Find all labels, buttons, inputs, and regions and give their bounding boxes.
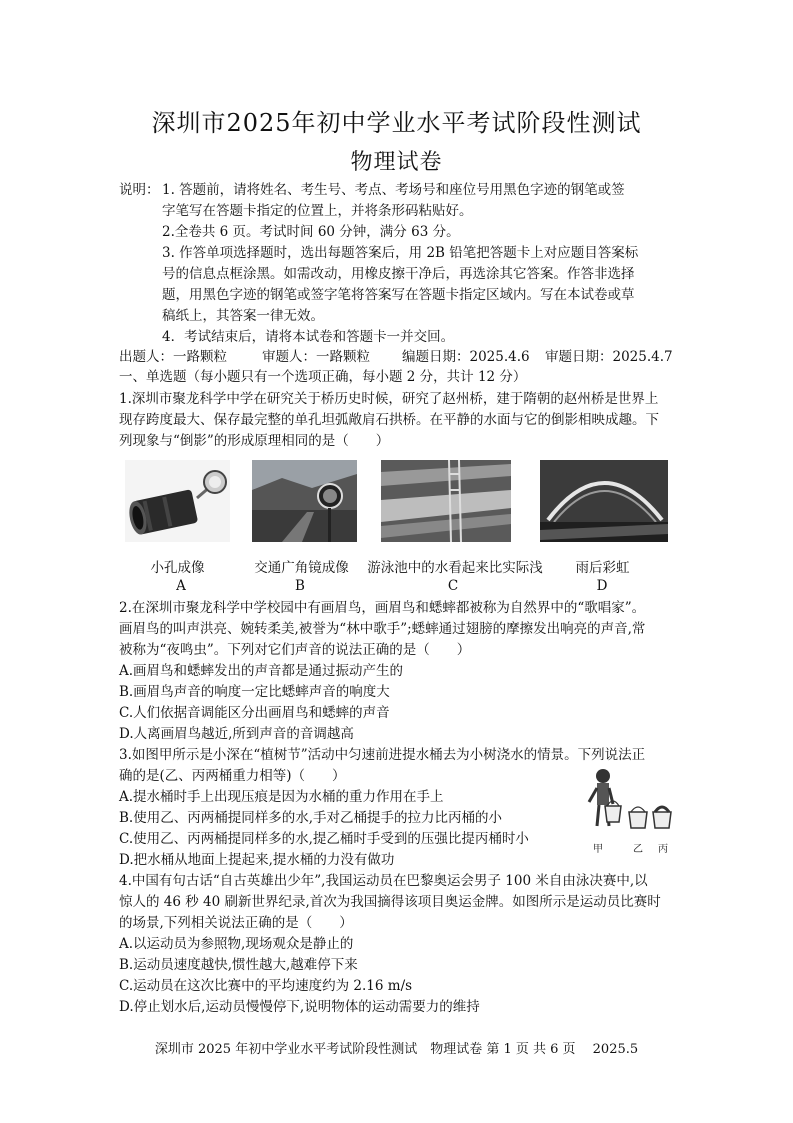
q1-image-rainbow [540,460,668,542]
page-footer: 深圳市 2025 年初中学业水平考试阶段性测试 物理试卷 第 1 页 共 6 页 2025.5 [154,1042,639,1057]
note-line: 号的信息点框涂黑。如需改动，用橡皮擦干净后，再选涂其它答案。作答非选择 [162,266,635,282]
q3-option: B.使用乙、丙两桶提同样多的水,手对乙桶提手的拉力比丙桶的小 [119,810,503,826]
author: 出题人：一路颗粒 [119,349,227,365]
q3-option: A.提水桶时手上出现压痕是因为水桶的重力作用在手上 [119,789,444,805]
review-date: 审题日期：2025.4.7 [545,349,673,365]
q1-option-letter: D [596,578,608,594]
q3-line: 3.如图甲所示是小深在“植树节”活动中匀速前进提水桶去为小树浇水的情景。下列说法正 [119,747,646,763]
q1-line: 1.深圳市聚龙科学中学在研究关于桥历史时候，研究了赵州桥，建于隋朝的赵州桥是世界上 [119,391,659,407]
note-line: 3. 作答单项选择题时，选出每题答案后，用 2B 铅笔把答题卡上对应题目答案标 [162,245,639,261]
q3-option: C.使用乙、丙两桶提同样多的水,提乙桶时手受到的压强比提丙桶时小 [119,831,529,847]
q3-figure-bucket [585,766,680,854]
figure-label-bing: 丙 [658,844,668,855]
q1-image-pinhole [125,460,230,542]
figure-label-jia: 甲 [593,844,603,855]
q2-line: 2.在深圳市聚龙科学中学校园中有画眉鸟，画眉鸟和蟋蟀都被称为自然界中的“歌唱家”。 [119,600,646,616]
q1-image-swimming-pool [381,460,511,542]
q1-line: 现存跨度最大、保存最完整的单孔坦弧敞肩石拱桥。在平静的水面与它的倒影相映成趣。下 [119,412,659,428]
q2-option: B.画眉鸟声音的响度一定比蟋蟀声音的响度大 [119,684,390,700]
q4-line: 4.中国有句古话“自古英雄出少年”,我国运动员在巴黎奥运会男子 100 米自由泳决赛中,以 [119,873,648,889]
q1-image-convex-mirror [252,460,357,542]
q1-option-letter: B [295,578,305,594]
q4-option: B.运动员速度越快,惯性越大,越难停下来 [119,957,358,973]
q4-option: A.以运动员为参照物,现场观众是静止的 [119,936,354,952]
notes-label: 说明： [119,182,160,198]
q1-option-caption: 游泳池中的水看起来比实际浅 [367,560,543,576]
q4-option: D.停止划水后,运动员慢慢停下,说明物体的运动需要力的维持 [119,999,480,1015]
q1-option-caption: 小孔成像 [150,560,205,576]
q1-option-caption: 雨后彩虹 [575,560,630,576]
page-title: 深圳市2025年初中学业水平考试阶段性测试 [151,109,642,137]
q1-option-letter: C [447,578,459,594]
q3-option: D.把水桶从地面上提起来,提水桶的力没有做功 [119,852,395,868]
reviewer: 审题人：一路颗粒 [262,349,370,365]
q2-option: C.人们依据音调能区分出画眉鸟和蟋蟀的声音 [119,705,390,721]
edit-date: 编题日期：2025.4.6 [402,349,530,365]
q2-option: D.人离画眉鸟越近,所到声音的音调越高 [119,726,354,742]
q1-option-letter: A [176,578,186,594]
note-line: 字笔写在答题卡指定的位置上，并将条形码粘贴好。 [162,203,473,219]
q4-option: C.运动员在这次比赛中的平均速度约为 2.16 m/s [119,978,413,994]
figure-label-yi: 乙 [633,844,643,855]
q2-option: A.画眉鸟和蟋蟀发出的声音都是通过振动产生的 [119,663,404,679]
q4-line: 惊人的 46 秒 40 刷新世界纪录,首次为我国摘得该项目奥运金牌。如图所示是运动员比赛时 [119,894,661,910]
note-line: 稿纸上，其答案一律无效。 [162,308,324,324]
q3-line: 确的是(乙、丙两桶重力相等)（ ） [119,768,346,784]
note-line: 4．考试结束后，请将本试卷和答题卡一并交回。 [162,329,455,345]
q4-line: 的场景,下列相关说法正确的是（ ） [119,915,353,931]
note-line: 题，用黑色字迹的钢笔或签字笔将答案写在答题卡指定区域内。写在本试卷或草 [162,287,635,303]
q2-line: 被称为“夜鸣虫”。下列对它们声音的说法正确的是（ ） [119,642,471,658]
q2-line: 画眉鸟的叫声洪亮、婉转柔美,被誉为“林中歌手”;蟋蟀通过翅膀的摩擦发出响亮的声音,常 [119,621,646,637]
note-line: 2.全卷共 6 页。考试时间 60 分钟，满分 63 分。 [162,224,460,240]
q1-line: 列现象与“倒影”的形成原理相同的是（ ） [119,433,390,449]
q1-option-caption: 交通广角镜成像 [254,560,349,576]
page-subtitle: 物理试卷 [350,150,443,175]
section-heading: 一、单选题（每小题只有一个选项正确，每小题 2 分，共计 12 分） [119,369,527,385]
note-line: 1. 答题前，请将姓名、考生号、考点、考场号和座位号用黑色字迹的钢笔或签 [162,182,625,198]
